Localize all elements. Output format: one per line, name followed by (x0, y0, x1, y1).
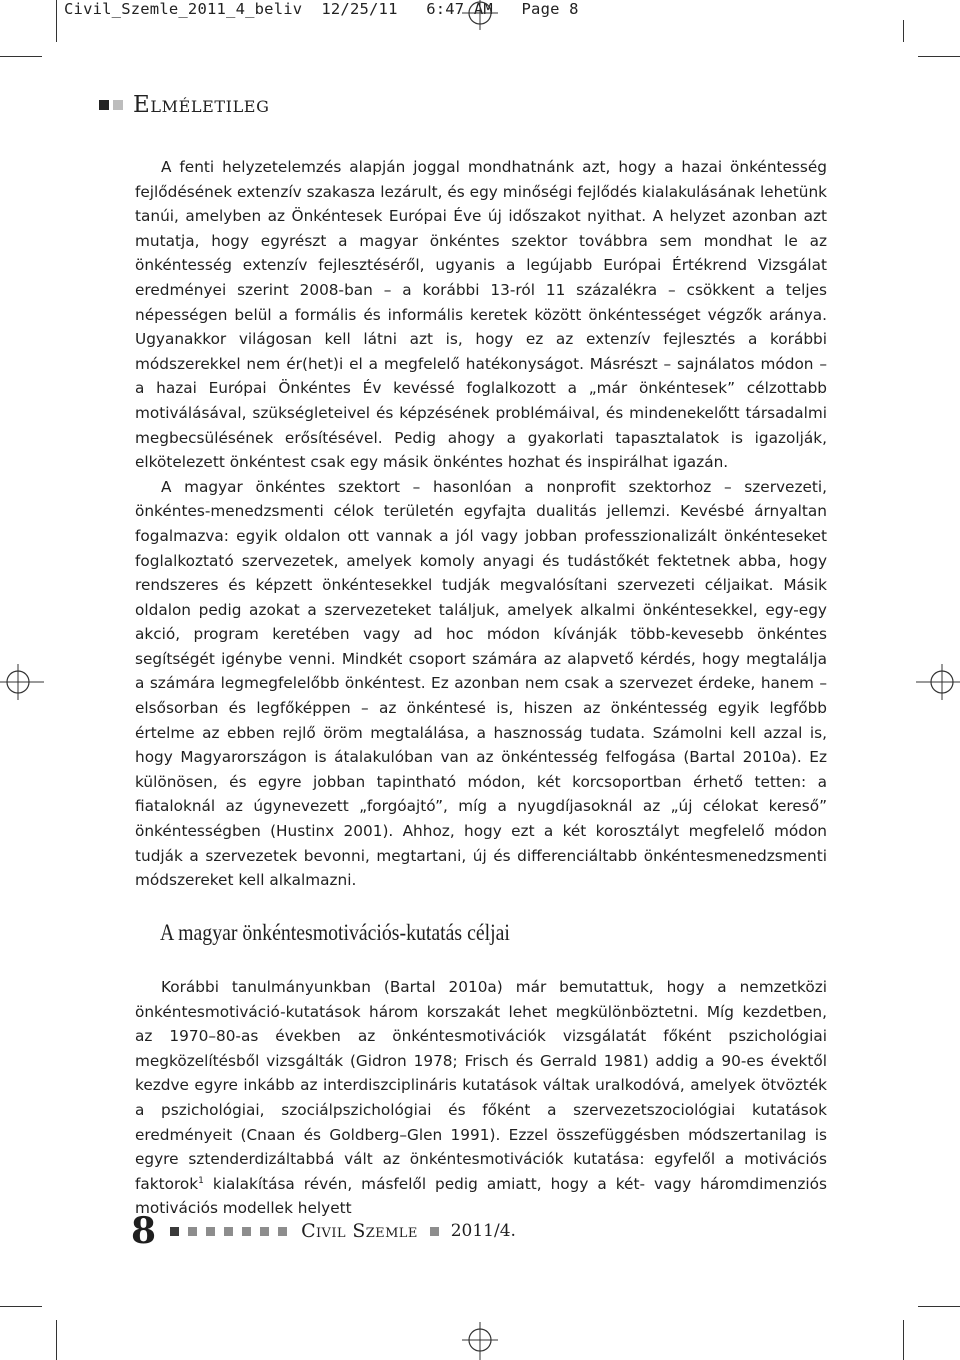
square-bullet-icon (99, 100, 109, 110)
subheading: A magyar önkéntesmotivációs-kutatás céljai (160, 920, 510, 945)
article-body-first (135, 155, 827, 893)
paragraph: A fenti helyzetelemzés alapján joggal mondhatnánk azt, hogy a hazai önkéntesség fejlődésének extenzív szakasza lezárult, és egy minőségi fejlődés kialakulásának lehetünk tanúi, amelyben az Önkéntesek Európai Éve új időszakot nyithat. A helyzet azonban azt mutatja, hogy egyrészt a magyar önkéntes szektor továbbra sem mondhat le az önkéntesség extenzív fejlesztéséről, ugyanis a legújabb Európai Értékrend Vizsgálat eredményei szerint 2008-ban – a korábbi 13-ról 11 százalékra – csökkent a teljes népességen belül a formális és informális keretek között önkéntességet végzők aránya. Ugyanakkor világosan kell látni azt is, hogy ez az extenzív fejlesztés a korábbi módszerekkel nem ér(het)i el a megfelelő hatékonyságot. Másrészt – sajnálatos módon – a hazai Európai Önkéntes Év kevéssé foglalkozott a „már önkéntesek” célzottabb motiválásával, szükségleteivel és képzésének problémáival, és mindenekelőtt társadalmi megbecsülésének erősítésével. Pedig ahogy a gyakorlati tapasztalatok is igazolják, elkötelezett önkéntest csak egy másik önkéntes hozhat és inspirálhat igazán. (135, 158, 827, 472)
square-bullet-light-icon (113, 100, 123, 110)
square-bullet-icon (260, 1227, 269, 1236)
crop-mark-top-right-h (918, 56, 960, 57)
section-header (99, 92, 269, 118)
crop-mark-top-left-v (56, 0, 57, 42)
registration-mark-top-icon (462, 0, 498, 30)
issue-number: 2011/4. (450, 1221, 516, 1241)
crop-mark-bottom-left-v (56, 1320, 57, 1360)
square-bullet-icon (430, 1227, 439, 1236)
crop-mark-bottom-left-h (0, 1306, 42, 1307)
square-bullet-icon (278, 1227, 287, 1236)
footnote-marker[interactable]: 1 (198, 1175, 204, 1186)
crop-mark-top-left-h (0, 56, 42, 57)
registration-mark-right-icon (916, 662, 960, 702)
paragraph (135, 975, 827, 1221)
square-bullet-icon (170, 1227, 179, 1236)
paragraph-text: Korábbi tanulmányunkban (Bartal 2010a) már bemutattuk, hogy a nemzetközi önkéntesmotiváció-kutatások három korszakát lehet megkülönböztetni. Míg kezdetben, az 1970–80-as években az önkéntesmotivációk vizsgálatát főként pszichológiai megközelítésből vizsgálták (Gidron 1978; Frisch és Gerrald 1981) addig a 90-es évektől kezdve egyre inkább az interdiszciplináris kutatások váltak uralkodóvá, amelyek ötvözték a pszichológiai, szociálpszichológiai és főként a szervezetszociológiai kutatások eredményeit (Cnaan és Goldberg–Glen 1991). Ezzel összefüggésben módszertanilag is egyre sztenderdizáltabbá vált az önkéntesmotivációk kutatása: egyfelől a motivációs faktorok (135, 978, 827, 1193)
crop-mark-bottom-right-h (918, 1306, 960, 1307)
square-bullet-icon (188, 1227, 197, 1236)
journal-name: Civil Szemle (301, 1220, 418, 1242)
page-footer (131, 1210, 516, 1252)
registration-mark-bottom-icon (462, 1322, 498, 1360)
paragraph-text-continued: kialakítása révén, másfelől pedig amiatt, hogy a két- vagy háromdimenziós motivációs modellek helyett (135, 1174, 827, 1218)
crop-mark-top-right-v (903, 20, 904, 42)
square-bullet-icon (242, 1227, 251, 1236)
crop-mark-bottom-right-v (903, 1320, 904, 1360)
paragraph: A magyar önkéntes szektort – hasonlóan a nonprofit szektorhoz – szervezeti, önkéntes-menedzsmenti célok területén egyfajta dualitás jellemzi. Kevésbé árnyaltan fogalmazva: egyik oldalon ott vannak a jól vagy jobban professzionalizált önkénteseket foglalkoztató szervezetek, amelyek komoly anyagi és tudástőkét fektetnek abba, hogy rendszeres és képzett önkéntesekkel tudják megvalósítani szervezeti céljaikat. Másik oldalon pedig azokat a szervezeteket találjuk, amelyek alkalmi önkéntesekkel, egy-egy akció, program keretében vagy ad hoc módon kívánják több-kevesebb önkéntes segítségét igénybe venni. Mindkét csoport számára az alapvető kérdés, hogy megtalálja a számára legmegfelelőbb önkéntest. Ez azonban nem csak a szervezet érdeke, hanem – elsősorban és legfőképpen – az önkéntesé is, hiszen az önkéntesség egyik legfőbb értelme az ebben rejlő öröm megtalálása, a hasznosság tudata. Számolni kell azzal is, hogy Magyarországon is átalakulóban van az önkéntesség felfogása (Bartal 2010a). Ez különösen, és egyre jobban tapintható módon, két korcsoportban érhető tetten: a fiataloknál az úgynevezett „forgóajtó”, míg a nyugdíjasoknál az „új célokat kereső” önkéntességben (Hustinx 2001). Ahhoz, hogy ezt a két korosztályt megfelelő módon tudják a szervezetek bevonni, megtartani, új és differenciáltabb önkéntesmenedzsmenti módszereket kell alkalmazni. (135, 477, 827, 890)
print-slug: Civil_Szemle_2011_4_beliv 12/25/11 6:47 AM Page 8 (64, 0, 579, 18)
section-title: Elméletileg (133, 92, 270, 118)
square-bullet-icon (206, 1227, 215, 1236)
page-number: 8 (131, 1210, 157, 1252)
registration-mark-left-icon (0, 662, 44, 702)
square-bullet-icon (224, 1227, 233, 1236)
article-body-second (135, 975, 827, 1221)
